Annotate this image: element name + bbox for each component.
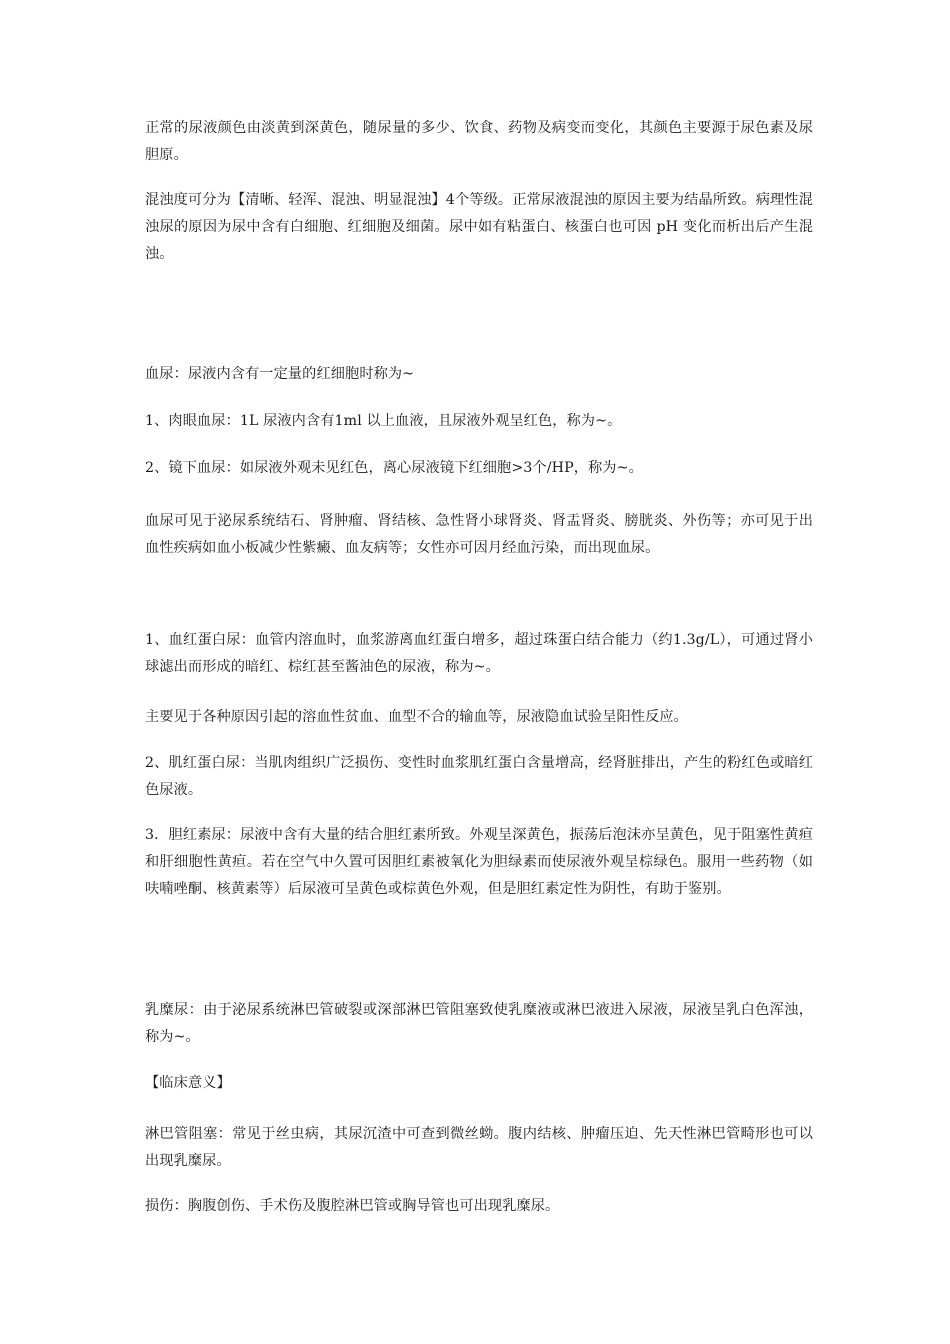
paragraph-injury: 损伤：胸腹创伤、手术伤及腹腔淋巴管或胸导管也可出现乳糜尿。 (145, 1198, 560, 1214)
paragraph-clinical-significance-heading: 【临床意义】 (145, 1075, 231, 1091)
paragraph-lymphatic-obstruction: 淋巴管阻塞：常见于丝虫病，其尿沉渣中可查到微丝蚴。腹内结核、肿瘤压迫、先天性淋巴管畸形也可以出现乳糜尿。 (145, 1126, 813, 1169)
paragraph-myoglobinuria: 2、肌红蛋白尿：当肌肉组织广泛损伤、变性时血浆肌红蛋白含量增高，经肾脏排出，产生的粉红色或暗红色尿液。 (145, 755, 813, 798)
paragraph-hemoglobinuria-causes: 主要见于各种原因引起的溶血性贫血、血型不合的输血等，尿液隐血试验呈阳性反应。 (145, 709, 688, 725)
paragraph-bilirubinuria: 3．胆红素尿：尿液中含有大量的结合胆红素所致。外观呈深黄色，振荡后泡沫亦呈黄色，见于阻塞性黄疸和肝细胞性黄疸。若在空气中久置可因胆红素被氧化为胆绿素而使尿液外观呈棕绿色。服用一些药物（如呋喃唑酮、核黄素等）后尿液可呈黄色或棕黄色外观，但是胆红素定性为阴性，有助于鉴别。 (145, 827, 813, 897)
paragraph-microscopic-hematuria: 2、镜下血尿：如尿液外观未见红色，离心尿液镜下红细胞>3个/HP，称为~。 (145, 460, 643, 476)
paragraph-turbidity: 混浊度可分为【清晰、轻浑、混浊、明显混浊】4个等级。正常尿液混浊的原因主要为结晶所致。病理性混浊尿的原因为尿中含有白细胞、红细胞及细菌。尿中如有粘蛋白、核蛋白也可因 pH 变化而析出后产生混浊。 (145, 192, 813, 262)
paragraph-gross-hematuria: 1、肉眼血尿：1L 尿液内含有1ml 以上血液，且尿液外观呈红色，称为~。 (145, 413, 622, 429)
paragraph-chyluria: 乳糜尿：由于泌尿系统淋巴管破裂或深部淋巴管阻塞致使乳糜液或淋巴液进入尿液，尿液呈乳白色浑浊，称为~。 (145, 1002, 813, 1045)
paragraph-urine-color: 正常的尿液颜色由淡黄到深黄色，随尿量的多少、饮食、药物及病变而变化，其颜色主要源于尿色素及尿胆原。 (145, 120, 813, 163)
paragraph-hemoglobinuria: 1、血红蛋白尿：血管内溶血时，血浆游离血红蛋白增多，超过珠蛋白结合能力（约1.3g/L），可通过肾小球滤出而形成的暗红、棕红甚至酱油色的尿液，称为~。 (145, 632, 813, 675)
paragraph-hematuria-causes: 血尿可见于泌尿系统结石、肾肿瘤、肾结核、急性肾小球肾炎、肾盂肾炎、膀胱炎、外伤等；亦可见于出血性疾病如血小板减少性紫癜、血友病等；女性亦可因月经血污染，而出现血尿。 (145, 513, 813, 556)
paragraph-hematuria-definition: 血尿：尿液内含有一定量的红细胞时称为~ (145, 366, 415, 382)
